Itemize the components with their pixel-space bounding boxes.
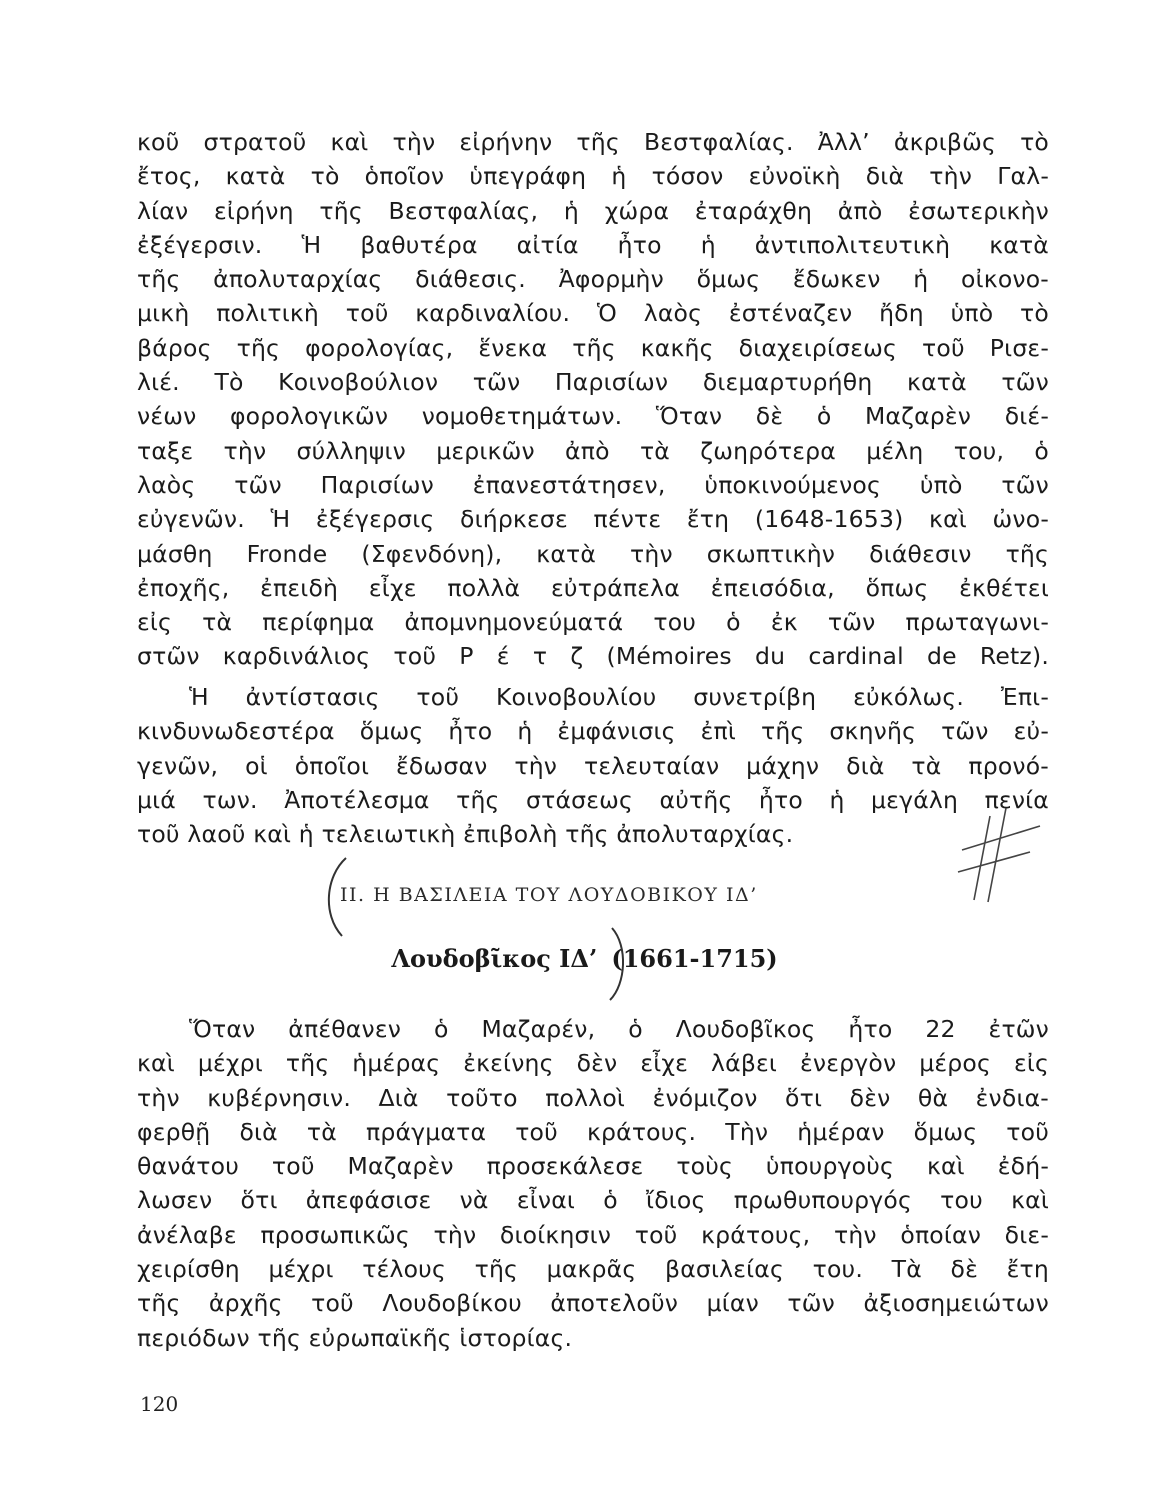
- text-line: τῆς ἀρχῆς τοῦ Λουδοβίκου ἀποτελοῦν μίαν τῶν ἀξιοσημειώτων: [137, 1289, 1049, 1318]
- chapter-title-years: (1661-1715): [611, 944, 778, 973]
- text-line: περιόδων τῆς εὐρωπαϊκῆς ἱστορίας.: [137, 1323, 573, 1352]
- text-line: χειρίσθη μέχρι τέλους τῆς μακρᾶς βασιλείας του. Τὰ δὲ ἔτη: [137, 1255, 1049, 1284]
- text-line: ἐποχῆς, ἐπειδὴ εἶχε πολλὰ εὐτράπελα ἐπεισόδια, ὅπως ἐκθέτει: [137, 573, 1049, 602]
- text-line: τὴν κυβέρνησιν. Διὰ τοῦτο πολλοὶ ἐνόμιζον ὅτι δὲν θὰ ἐνδια-: [137, 1083, 1049, 1112]
- text-line: τοῦ λαοῦ καὶ ἡ τελειωτικὴ ἐπιβολὴ τῆς ἀπολυταρχίας.: [137, 820, 794, 849]
- text-line: κοῦ στρατοῦ καὶ τὴν εἰρήνην τῆς Βεστφαλίας. Ἀλλ’ ἀκριβῶς τὸ: [137, 128, 1049, 156]
- hash-mark: [958, 808, 1040, 902]
- text-line: φερθῇ διὰ τὰ πράγματα τοῦ κράτους. Τὴν ἡμέραν ὅμως τοῦ: [137, 1117, 1049, 1146]
- page-number: 120: [140, 1392, 179, 1416]
- text-line: ἐξέγερσιν. Ἡ βαθυτέρα αἰτία ἦτο ἡ ἀντιπολιτευτικὴ κατὰ: [137, 230, 1049, 259]
- text-line: λίαν εἰρήνη τῆς Βεστφαλίας, ἡ χώρα ἐταράχθη ἀπὸ ἐσωτερικὴν: [137, 196, 1049, 225]
- text-line: βάρος τῆς φορολογίας, ἕνεκα τῆς κακῆς διαχειρίσεως τοῦ Ρισε-: [137, 333, 1049, 362]
- text-line: ταξε τὴν σύλληψιν μερικῶν ἀπὸ τὰ ζωηρότερα μέλη του, ὁ: [137, 436, 1049, 465]
- text-line: εὐγενῶν. Ἡ ἐξέγερσις διήρκεσε πέντε ἔτη (1648-1653) καὶ ὠνο-: [137, 505, 1049, 534]
- right-bracket-mark: [610, 928, 623, 1000]
- text-line: ἀνέλαβε προσωπικῶς τὴν διοίκησιν τοῦ κράτους, τὴν ὁποίαν διε-: [137, 1220, 1049, 1249]
- text-line: λαὸς τῶν Παρισίων ἐπανεστάτησεν, ὑποκινούμενος ὑπὸ τῶν: [137, 470, 1049, 499]
- text-line: μικὴ πολιτικὴ τοῦ καρδιναλίου. Ὁ λαὸς ἐστέναζεν ἤδη ὑπὸ τὸ: [137, 299, 1049, 328]
- text-line: Ὅταν ἀπέθανεν ὁ Μαζαρέν, ὁ Λουδοβῖκος ἦτο 22 ἐτῶν: [189, 1015, 1049, 1043]
- text-line: εἰς τὰ περίφημα ἀπομνημονεύματά του ὁ ἐκ τῶν πρωταγωνι-: [137, 608, 1049, 637]
- text-line: μιά των. Ἀποτέλεσμα τῆς στάσεως αὐτῆς ἦτο ἡ μεγάλη πενία: [137, 785, 1049, 814]
- text-line: κινδυνωδεστέρα ὅμως ἦτο ἡ ἐμφάνισις ἐπὶ τῆς σκηνῆς τῶν εὐ-: [137, 717, 1049, 746]
- text-line: καὶ μέχρι τῆς ἡμέρας ἐκείνης δὲν εἶχε λάβει ἐνεργὸν μέρος εἰς: [137, 1049, 1049, 1078]
- text-line: Ἡ ἀντίστασις τοῦ Κοινοβουλίου συνετρίβη εὐκόλως. Ἐπι-: [189, 683, 1049, 711]
- text-line: ἔτος, κατὰ τὸ ὁποῖον ὑπεγράφη ἡ τόσον εὐνοϊκὴ διὰ τὴν Γαλ-: [137, 162, 1049, 191]
- text-line: γενῶν, οἱ ὁποῖοι ἔδωσαν τὴν τελευταίαν μάχην διὰ τὰ προνό-: [137, 751, 1049, 780]
- text-line: λιέ. Τὸ Κοινοβούλιον τῶν Παρισίων διεμαρτυρήθη κατὰ τῶν: [137, 368, 1049, 397]
- text-line: θανάτου τοῦ Μαζαρὲν προσεκάλεσε τοὺς ὑπουργοὺς καὶ ἐδή-: [137, 1152, 1049, 1181]
- text-line: νέων φορολογικῶν νομοθετημάτων. Ὅταν δὲ ὁ Μαζαρὲν διέ-: [137, 402, 1049, 431]
- text-line: τῆς ἀπολυταρχίας διάθεσις. Ἀφορμὴν ὅμως ἔδωκεν ἡ οἰκονο-: [137, 265, 1049, 294]
- text-line: στῶν καρδινάλιος τοῦ Ρ έ τ ζ (Mémoires du cardinal de Retz).: [137, 642, 1049, 671]
- text-line: λωσεν ὅτι ἀπεφάσισε νὰ εἶναι ὁ ἴδιος πρωθυπουργός του καὶ: [137, 1186, 1049, 1215]
- chapter-title-name: Λουδοβῖκος ΙΔ’: [391, 944, 598, 973]
- text-line: μάσθη Fronde (Σφενδόνη), κατὰ τὴν σκωπτικὴν διάθεσιν τῆς: [137, 539, 1049, 568]
- section-heading: II. Η ΒΑΣΙΛΕΙΑ ΤΟΥ ΛΟΥΔΟΒΙΚΟΥ ΙΔ’: [340, 884, 758, 906]
- left-bracket-mark: [329, 858, 346, 936]
